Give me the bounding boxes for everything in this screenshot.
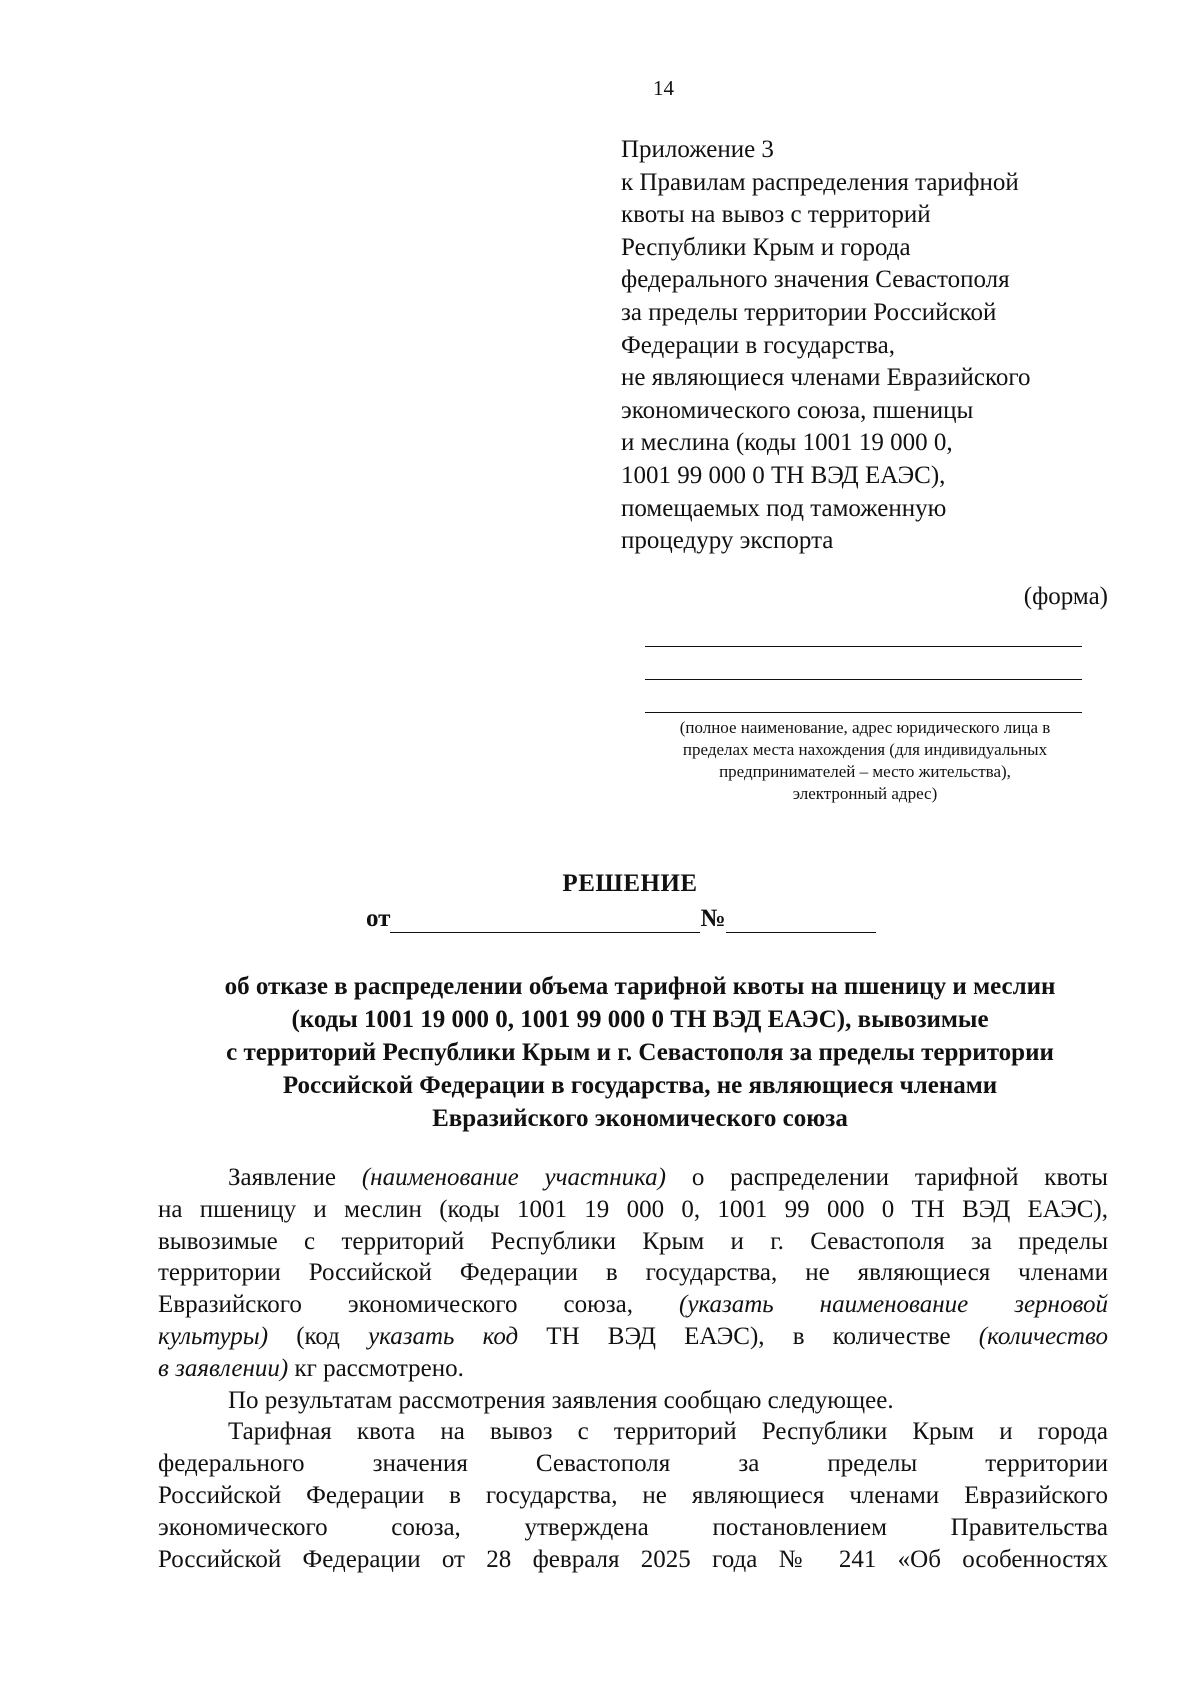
appendix-line: квоты на вывоз с территорий [621,201,931,229]
subject-line: Российской Федерации в государства, не являющиеся членами [282,1072,998,1099]
body-line [158,1353,1108,1385]
decision-subject [150,970,1130,1135]
appendix-line: 1001 99 000 0 ТН ВЭД ЕАЭС), [621,461,946,489]
appendix-line: за пределы территории Российской [621,298,997,326]
text: ТН ВЭД ЕАЭС), в количестве [518,1322,979,1350]
appendix-line: Приложение 3 [621,136,774,163]
subject-line: с территорий Республики Крым и г. Севастополя за пределы территории [226,1039,1054,1066]
appendix-line: не являющиеся членами Евразийского [621,364,1031,392]
appendix-line: к Правилам распределения тарифной [621,168,1019,196]
appendix-line: Республики Крым и города [621,233,911,261]
body-line: федерального значения Севастополя за пределы территории [158,1450,1108,1478]
body-line: на пшеницу и меслин (коды 1001 19 000 0, 1001 99 000 0 ТН ВЭД ЕАЭС), [158,1195,1108,1223]
body-line [158,1321,1108,1353]
number-blank [726,908,876,933]
paragraph-results: По результатам рассмотрения заявления сообщаю следующее. [228,1386,894,1414]
from-label: от [366,905,391,932]
body-line: Российской Федерации от 28 февраля 2025 года № 241 «Об особенностях [158,1545,1108,1573]
body-text [158,1162,1108,1575]
addressee-line [645,646,1082,647]
page-number: 14 [653,76,674,100]
subject-line: Евразийского экономического союза [432,1105,848,1132]
text: Евразийского экономического союза, [158,1291,679,1319]
paragraph-tariff-quota [158,1416,1108,1575]
paragraph-application [158,1162,1108,1385]
addressee-caption [640,717,1090,805]
placeholder-crop: (указать наименование зерновой [679,1291,1108,1319]
addressee-line [645,712,1082,713]
form-label: (форма) [1023,583,1108,610]
decision-date-number-row [366,905,876,933]
caption-line: (полное наименование, адрес юридического лица в [679,718,1051,737]
appendix-line: экономического союза, пшеницы [621,396,974,424]
appendix-line: процедуру экспорта [621,527,834,555]
body-line [158,1289,1108,1321]
date-blank [390,908,700,933]
placeholder-quantity: в заявлении) [158,1354,289,1382]
appendix-line: и меслина (коды 1001 19 000 0, [621,429,953,457]
placeholder-participant: (наименование участника) [361,1164,666,1191]
appendix-line: помещаемых под таможенную [621,494,947,522]
text: кг рассмотрено. [288,1354,464,1382]
appendix-header [621,134,1091,558]
body-line: Российской Федерации в государства, не являющиеся членами Евразийского [158,1481,1108,1509]
decision-title: РЕШЕНИЕ [562,870,698,897]
placeholder-code: указать код [368,1322,519,1350]
appendix-line: Федерации в государства, [621,331,895,359]
caption-line: пределах места нахождения (для индивидуальных [682,740,1048,759]
body-line: экономического союза, утверждена постановлением Правительства [158,1513,1108,1541]
placeholder-quantity: (количество [978,1322,1109,1350]
body-line: территории Российской Федерации в государства, не являющиеся членами [158,1259,1108,1287]
appendix-line: федерального значения Севастополя [621,266,1010,294]
text: о распределении тарифной квоты [666,1164,1108,1191]
body-line [158,1162,1108,1194]
text: (код [268,1322,369,1350]
number-label: № [700,905,726,932]
caption-line: предпринимателей – место жительства), [719,762,1011,781]
body-line: вывозимые с территорий Республики Крым и г. Севастополя за пределы [158,1227,1108,1255]
text: Заявление [228,1164,362,1191]
caption-line: электронный адрес) [792,784,938,803]
subject-line: (коды 1001 19 000 0, 1001 99 000 0 ТН ВЭД ЕАЭС), вывозимые [291,1006,989,1033]
body-line: Тарифная квота на вывоз с территорий Республики Крым и города [228,1418,1108,1446]
placeholder-crop: культуры) [158,1322,269,1350]
subject-line: об отказе в распределении объема тарифной квоты на пшеницу и меслин [224,973,1056,1000]
addressee-line [645,679,1082,680]
